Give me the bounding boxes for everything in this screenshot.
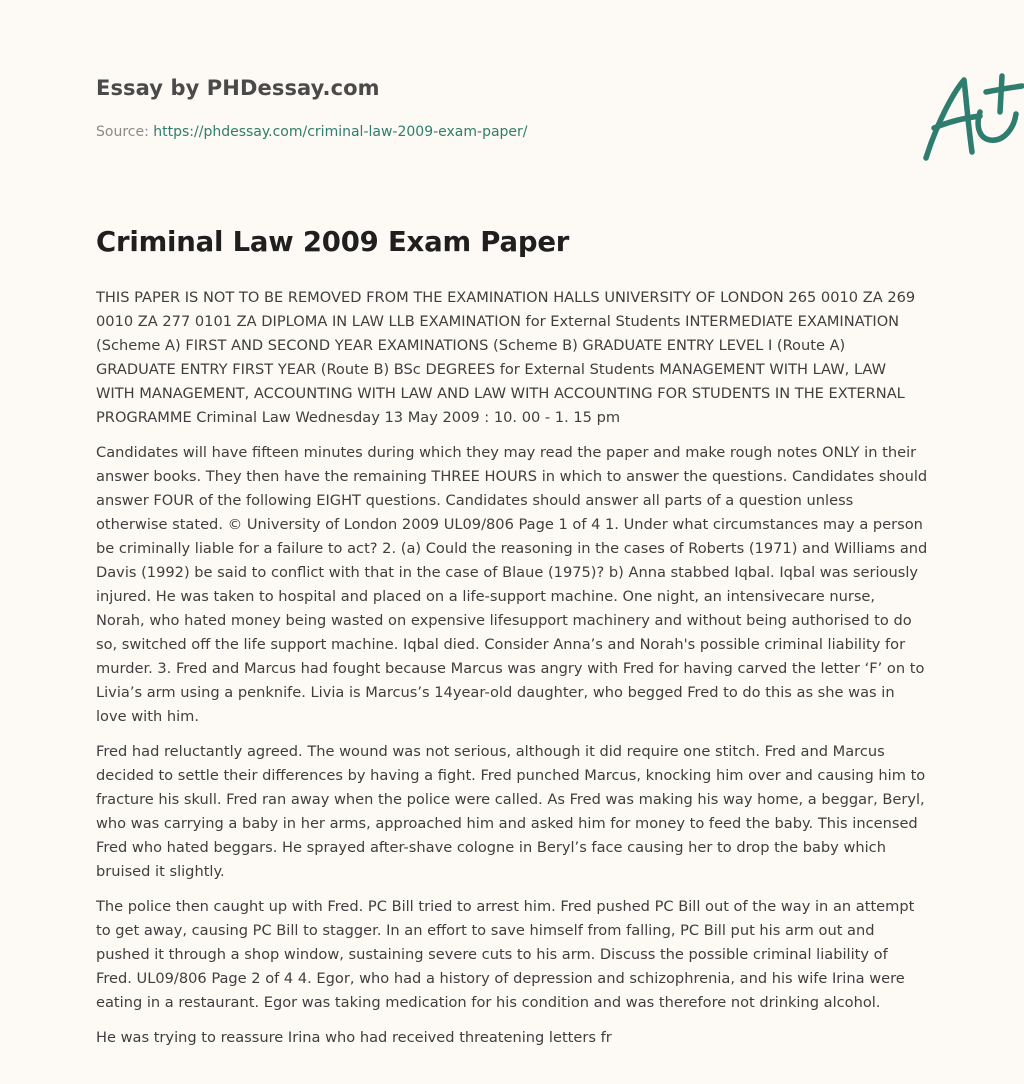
article-title: Criminal Law 2009 Exam Paper xyxy=(96,226,570,258)
paragraph: The police then caught up with Fred. PC Bill tried to arrest him. Fred pushed PC Bill out of the way in an attempt to get away, causing PC Bill to stagger. In an effort to save himself from falling, PC Bill put his arm out and pushed it through a shop window, sustaining severe cuts to his arm. Discuss the possible criminal liability of Fred. UL09/806 Page 2 of 4 4. Egor, who had a history of depression and schizophrenia, and his wife Irina were eating in a restaurant. Egor was taking medication for his condition and was therefore not drinking alcohol. xyxy=(96,898,915,1011)
source-label: Source: xyxy=(96,124,149,140)
article-body xyxy=(96,286,928,1061)
site-brand: Essay by PHDessay.com xyxy=(96,76,380,100)
source-link[interactable]: https://phdessay.com/criminal-law-2009-exam-paper/ xyxy=(153,124,528,140)
a-plus-logo-icon xyxy=(918,66,1024,166)
paragraph: Fred had reluctantly agreed. The wound was not serious, although it did require one stitch. Fred and Marcus decided to settle their differences by having a fight. Fred punched Marcus, knocking him over and causing him to fracture his skull. Fred ran away when the police were called. As Fred was making his way home, a beggar, Beryl, who was carrying a baby in her arms, approached him and asked him for money to feed the baby. This incensed Fred who hated beggars. He sprayed after-shave cologne in Beryl’s face causing her to drop the baby which bruised it slightly. xyxy=(96,743,926,880)
source-line xyxy=(96,124,528,140)
paragraph: Candidates will have fifteen minutes during which they may read the paper and make rough notes ONLY in their answer books. They then have the remaining THREE HOURS in which to answer the questions. Candidates should answer FOUR of the following EIGHT questions. Candidates should answer all parts of a question unless otherwise stated. © University of London 2009 UL09/806 Page 1 of 4 1. Under what circumstances may a person be criminally liable for a failure to act? 2. (a) Could the reasoning in the cases of Roberts (1971) and Williams and Davis (1992) be said to conflict with that in the case of Blaue (1975)? b) Anna stabbed Iqbal. Iqbal was seriously injured. He was taken to hospital and placed on a life-support machine. One night, an intensivecare nurse, Norah, who hated money being wasted on expensive lifesupport machinery and without being authorised to do so, switched off the life support machine. Iqbal died. Consider Anna’s and Norah's possible criminal liability for murder. 3. Fred and Marcus had fought because Marcus was angry with Fred for having carved the letter ‘F’ on to Livia’s arm using a penknife. Livia is Marcus’s 14year-old daughter, who begged Fred to do this as she was in love with him. xyxy=(96,444,928,725)
paragraph: He was trying to reassure Irina who had received threatening letters fr xyxy=(96,1029,612,1046)
paragraph: THIS PAPER IS NOT TO BE REMOVED FROM THE EXAMINATION HALLS UNIVERSITY OF LONDON 265 0010 ZA 269 0010 ZA 277 0101 ZA DIPLOMA IN LAW LLB EXAMINATION for External Students INTERMEDIATE EXAMINATION (Scheme A) FIRST AND SECOND YEAR EXAMINATIONS (Scheme B) GRADUATE ENTRY LEVEL I (Route A) GRADUATE ENTRY FIRST YEAR (Route B) BSc DEGREES for External Students MANAGEMENT WITH LAW, LAW WITH MANAGEMENT, ACCOUNTING WITH LAW AND LAW WITH ACCOUNTING FOR STUDENTS IN THE EXTERNAL PROGRAMME Criminal Law Wednesday 13 May 2009 : 10. 00 - 1. 15 pm xyxy=(96,289,916,426)
